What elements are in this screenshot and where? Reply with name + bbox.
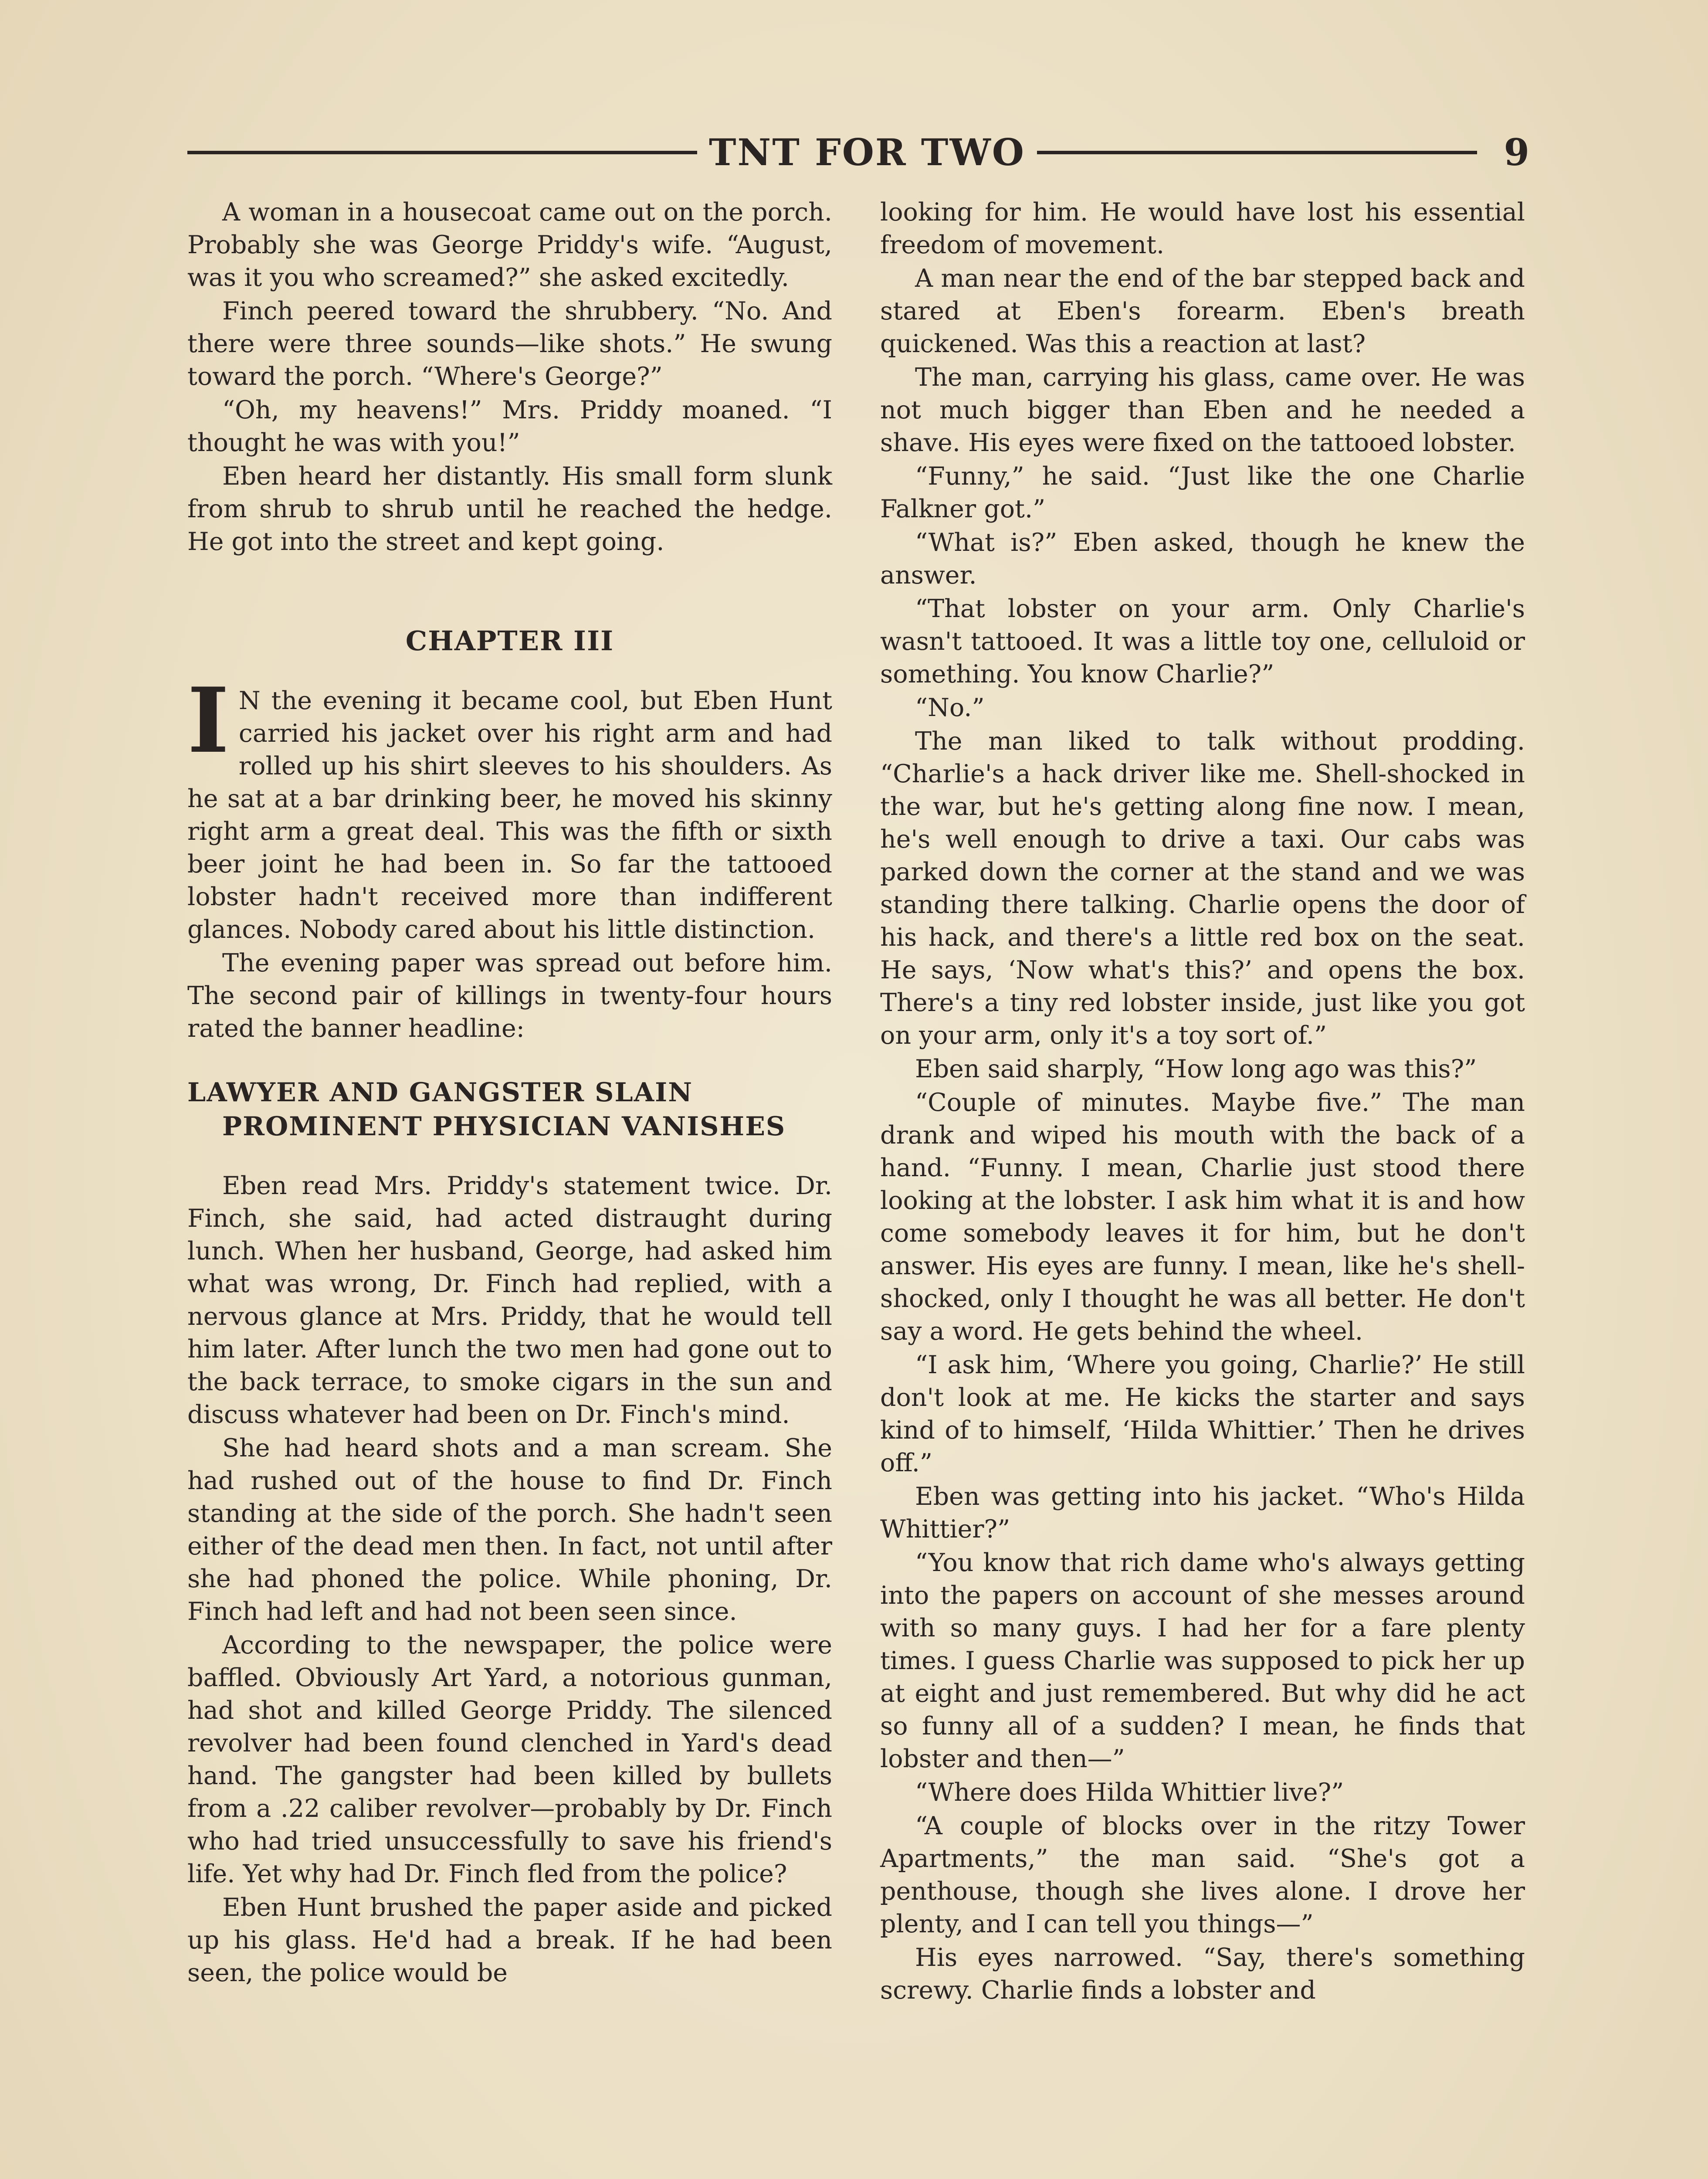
paragraph: Eben heard her distantly. His small form slunk from shrub to shrub until he reached the hedge. He got into the street and kept going. bbox=[187, 462, 832, 556]
right-column bbox=[880, 196, 1525, 2179]
paragraph: “Funny,” he said. “Just like the one Charlie Falkner got.” bbox=[880, 462, 1525, 523]
running-header bbox=[187, 131, 1529, 174]
chapter-heading: CHAPTER III bbox=[405, 625, 614, 657]
newspaper-headline bbox=[187, 1076, 832, 1144]
headline-line-1: LAWYER AND GANGSTER SLAIN bbox=[187, 1077, 693, 1108]
paragraph: The evening paper was spread out before him. The second pair of killings in twenty-four hours rated the banner headline: bbox=[187, 949, 832, 1043]
paragraph: Finch peered toward the shrubbery. “No. And there were three sounds—like shots.” He swung toward the porch. “Where's George?” bbox=[187, 297, 832, 391]
left-column bbox=[187, 196, 832, 2179]
paragraph: “What is?” Eben asked, though he knew the answer. bbox=[880, 528, 1525, 590]
paragraph: “No.” bbox=[915, 693, 985, 722]
paragraph: “That lobster on your arm. Only Charlie's wasn't tattooed. It was a little toy one, celluloid or something. You know Charlie?” bbox=[880, 594, 1525, 689]
paragraph: “You know that rich dame who's always getting into the papers on account of she messes around with so many guys. I had her for a fare plenty times. I guess Charlie was supposed to pick her up at eight and just remembered. But why did he act so funny all of a sudden? I mean, he finds that lobster and then—” bbox=[880, 1548, 1525, 1773]
paragraph: “I ask him, ‘Where you going, Charlie?’ He still don't look at me. He kicks the starter and says kind of to himself, ‘Hilda Whittier.’ Then he drives off.” bbox=[880, 1351, 1525, 1477]
header-rule-left bbox=[187, 151, 697, 154]
paragraph: According to the newspaper, the police were baffled. Obviously Art Yard, a notorious gunman, had shot and killed George Priddy. The silenced revolver had been found clenched in Yard's dead hand. The gangster had been killed by bullets from a .22 caliber revolver—probably by Dr. Finch who had tried unsuccessfully to save his friend's life. Yet why had Dr. Finch fled from the police? bbox=[187, 1631, 832, 1888]
paragraph: Eben Hunt brushed the paper aside and picked up his glass. He'd had a break. If he had been seen, the police would be bbox=[187, 1893, 832, 1987]
paragraph: Eben was getting into his jacket. “Who's Hilda Whittier?” bbox=[880, 1482, 1525, 1544]
header-rule-right bbox=[1037, 151, 1477, 154]
page-number: 9 bbox=[1504, 131, 1529, 174]
paragraph: Eben said sharply, “How long ago was this?” bbox=[915, 1055, 1477, 1083]
paragraph: A man near the end of the bar stepped back and stared at Eben's forearm. Eben's breath quickened. Was this a reaction at last? bbox=[880, 264, 1525, 358]
paragraph: His eyes narrowed. “Say, there's something screwy. Charlie finds a lobster and bbox=[880, 1943, 1525, 2005]
paragraph: A woman in a housecoat came out on the porch. Probably she was George Priddy's wife. “August, was it you who screamed?” she asked excitedly. bbox=[187, 198, 832, 292]
paragraph: She had heard shots and a man scream. She had rushed out of the house to find Dr. Finch standing at the side of the porch. She hadn't seen either of the dead men then. In fact, not until after she had phoned the police. While phoning, Dr. Finch had left and had not been seen since. bbox=[187, 1434, 832, 1626]
drop-cap: I bbox=[187, 669, 229, 773]
paragraph: The man, carrying his glass, came over. He was not much bigger than Eben and he needed a shave. His eyes were fixed on the tattooed lobster. bbox=[880, 363, 1525, 457]
headline-line-2: PROMINENT PHYSICIAN VANISHES bbox=[222, 1111, 786, 1142]
paragraph: looking for him. He would have lost his essential freedom of movement. bbox=[880, 198, 1525, 259]
paragraph-dropcap bbox=[187, 669, 832, 946]
paragraph: Eben read Mrs. Priddy's statement twice. Dr. Finch, she said, had acted distraught during lunch. When her husband, George, had asked him what was wrong, Dr. Finch had replied, with a nervous glance at Mrs. Priddy, that he would tell him later. After lunch the two men had gone out to the back terrace, to smoke cigars in the sun and discuss whatever had been on Dr. Finch's mind. bbox=[187, 1171, 832, 1429]
paragraph: “Oh, my heavens!” Mrs. Priddy moaned. “I thought he was with you!” bbox=[187, 396, 832, 457]
paragraph-text: N the evening it became cool, but Eben Hunt carried his jacket over his right arm and had rolled up his shirt sleeves to his shoulders. As he sat at a bar drinking beer, he moved his skinny right arm a great deal. This was the fifth or sixth beer joint he had been in. So far the tattooed lobster hadn't received more than indifferent glances. Nobody cared about his little distinction. bbox=[187, 686, 832, 944]
paragraph: The man liked to talk without prodding. “Charlie's a hack driver like me. Shell-shocked in the war, but he's getting along fine now. I mean, he's well enough to drive a taxi. Our cabs was parked down the corner at the stand and we was standing there talking. Charlie opens the door of his hack, and there's a little red box on the seat. He says, ‘Now what's this?’ and opens the box. There's a tiny red lobster inside, just like you got on your arm, only it's a toy sort of.” bbox=[880, 727, 1525, 1050]
paragraph: “Where does Hilda Whittier live?” bbox=[915, 1778, 1344, 1807]
paragraph: “Couple of minutes. Maybe five.” The man drank and wiped his mouth with the back of a hand. “Funny. I mean, Charlie just stood there looking at the lobster. I ask him what it is and how come somebody leaves it for him, but he don't answer. His eyes are funny. I mean, like he's shell-shocked, only I thought he was all better. He don't say a word. He gets behind the wheel. bbox=[880, 1088, 1525, 1346]
paragraph: “A couple of blocks over in the ritzy Tower Apartments,” the man said. “She's got a penthouse, though she lives alone. I drove her plenty, and I can tell you things—” bbox=[880, 1812, 1525, 1938]
header-title: TNT FOR TWO bbox=[709, 131, 1025, 174]
